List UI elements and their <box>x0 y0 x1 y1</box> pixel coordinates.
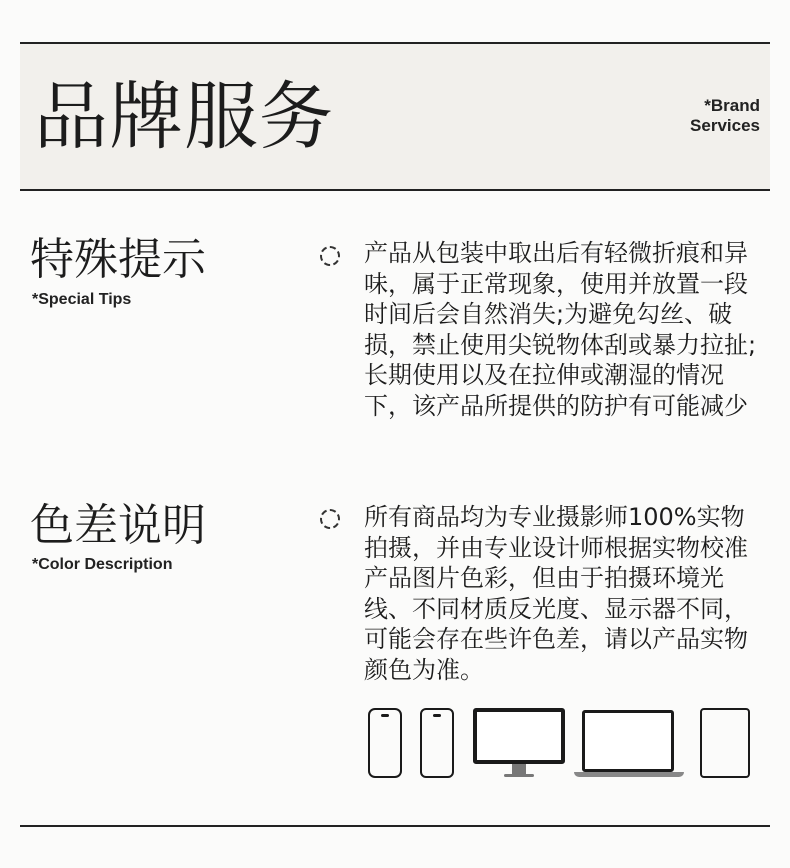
section-title-color-description: 色差说明 <box>30 500 206 551</box>
section-title-special-tips: 特殊提示 <box>30 234 206 285</box>
laptop-base <box>574 772 684 777</box>
device-icons <box>366 704 756 782</box>
page-title-en <box>690 96 760 136</box>
dashed-circle-icon <box>320 509 340 529</box>
monitor-base <box>504 774 534 777</box>
page-title: 品牌服务 <box>34 74 334 160</box>
title-en-line2: Services <box>690 116 760 135</box>
header-divider <box>20 189 770 191</box>
section-text-color-description: 所有商品均为专业摄影师100%实物拍摄，并由专业设计师根据实物校准产品图片色彩，但由于拍摄环境光线、不同材质反光度、显示器不同，可能会存在些许色差，请以产品实物颜色为准。 <box>364 503 748 684</box>
tablet-icon <box>700 708 750 778</box>
section-subtitle-color-description: *Color Description <box>32 556 173 573</box>
monitor-icon <box>473 708 565 764</box>
section-text-special-tips: 产品从包装中取出后有轻微折痕和异味，属于正常现象，使用并放置一段时间后会自然消失;为避免勾丝、破损，禁止使用尖锐物体刮或暴力拉扯;长期使用以及在拉伸或潮湿的情况下，该产品所提供的防护有可能减少 <box>364 239 757 420</box>
dashed-circle-icon <box>320 246 340 266</box>
laptop-icon <box>582 710 674 772</box>
monitor-stand <box>512 764 526 774</box>
phone-icon <box>368 708 402 778</box>
bottom-divider <box>20 825 770 827</box>
title-en-line1: *Brand <box>704 96 760 115</box>
phone-icon <box>420 708 454 778</box>
section-subtitle-special-tips: *Special Tips <box>32 291 132 308</box>
